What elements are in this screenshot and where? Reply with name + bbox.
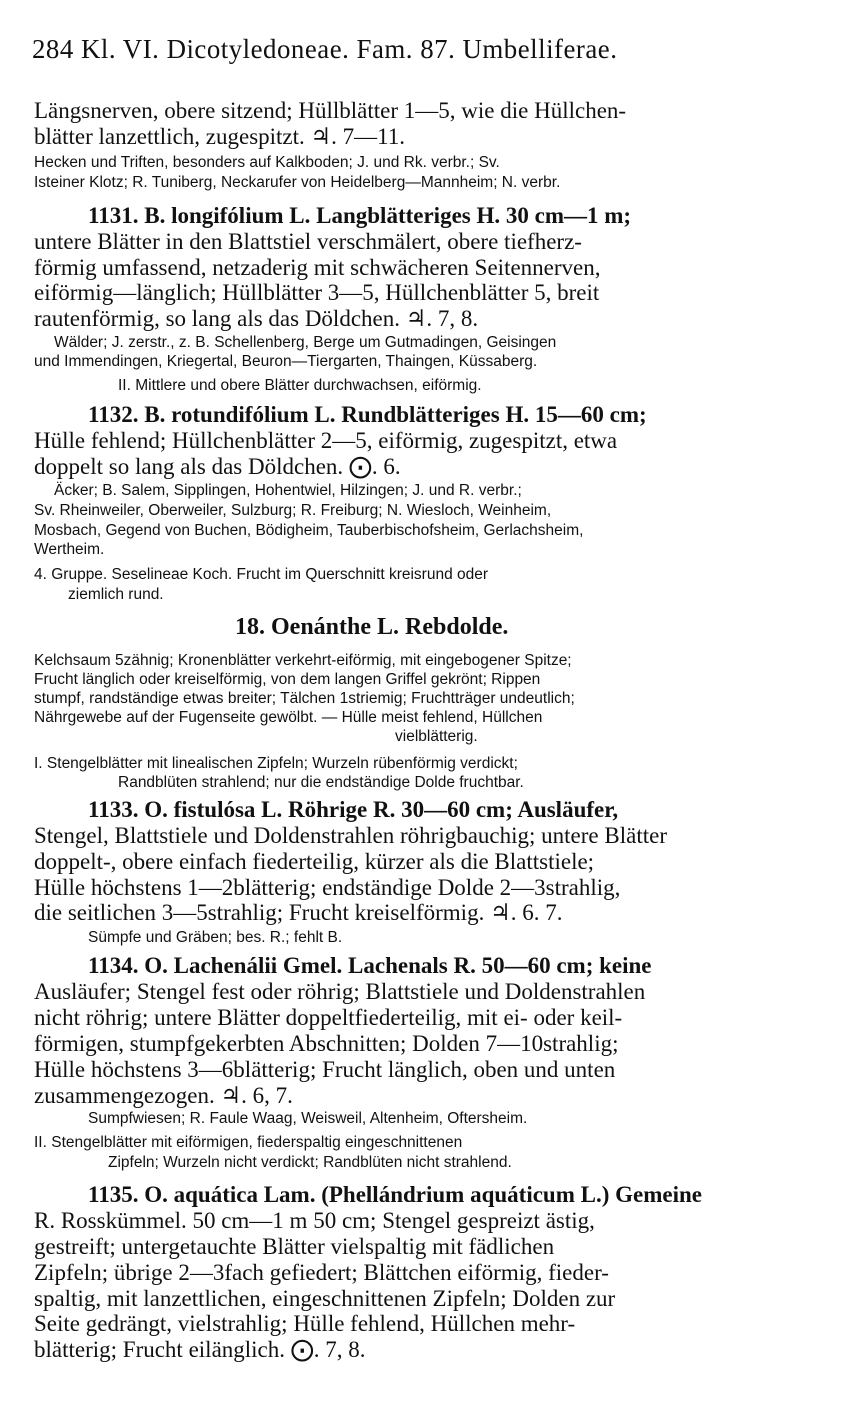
- text-line: R. Rosskümmel. 50 cm—1 m 50 cm; Stengel gespreizt ästig,: [34, 1208, 595, 1233]
- text-line: Hülle höchstens 3—6blätterig; Frucht länglich, oben und unten: [34, 1057, 616, 1082]
- locality-line: Sumpfwiesen; R. Faule Waag, Weisweil, Altenheim, Oftersheim.: [88, 1110, 528, 1127]
- subgroup-line: I. Stengelblätter mit linealischen Zipfeln; Wurzeln rübenförmig verdickt;: [34, 755, 518, 772]
- text-line: Seite gedrängt, vielstrahlig; Hülle fehlend, Hüllchen mehr-: [34, 1311, 576, 1336]
- locality-line: Isteiner Klotz; R. Tuniberg, Neckarufer von Heidelberg—Mannheim; N. verbr.: [34, 174, 561, 191]
- genus-description-line: Nährgewebe auf der Fugenseite gewölbt. — Hülle meist fehlend, Hüllchen: [34, 709, 543, 726]
- text-line: Längsnerven, obere sitzend; Hüllblätter 1—5, wie die Hüllchen-: [34, 98, 627, 123]
- text-line: blätterig; Frucht eilänglich. ⨀. 7, 8.: [34, 1337, 366, 1362]
- genus-description-line: vielblätterig.: [395, 728, 478, 745]
- locality-line: Sv. Rheinweiler, Oberweiler, Sulzburg; R. Freiburg; N. Wiesloch, Weinheim,: [34, 502, 552, 519]
- species-heading-1133: 1133. O. fistulósa L. Röhrige R. 30—60 cm; Ausläufer,: [88, 797, 619, 822]
- text-line: doppelt-, obere einfach fiederteilig, kürzer als die Blattstiele;: [34, 849, 595, 874]
- page-header: 284 Kl. VI. Dicotyledoneae. Fam. 87. Umbelliferae.: [32, 34, 618, 64]
- locality-line: und Immendingen, Kriegertal, Beuron—Tiergarten, Thaingen, Küssaberg.: [34, 353, 538, 370]
- subgroup-line: II. Stengelblätter mit eiförmigen, fiederspaltig eingeschnittenen: [34, 1134, 463, 1151]
- text-line: gestreift; untergetauchte Blätter vielspaltig mit fädlichen: [34, 1234, 555, 1259]
- text-line: Stengel, Blattstiele und Doldenstrahlen röhrigbauchig; untere Blätter: [34, 823, 667, 848]
- subgroup-line: II. Mittlere und obere Blätter durchwachsen, eiförmig.: [118, 377, 482, 394]
- text-line: Hülle höchstens 1—2blätterig; endständige Dolde 2—3strahlig,: [34, 875, 621, 900]
- text-line: zusammengezogen. ♃. 6, 7.: [34, 1083, 293, 1108]
- species-heading-1131: 1131. B. longifólium L. Langblätteriges H. 30 cm—1 m;: [88, 203, 632, 228]
- locality-line: Sümpfe und Gräben; bes. R.; fehlt B.: [88, 929, 343, 946]
- text-line: Hülle fehlend; Hüllchenblätter 2—5, eiförmig, zugespitzt, etwa: [34, 428, 618, 453]
- text-line: doppelt so lang als das Döldchen. ⨀. 6.: [34, 454, 401, 479]
- text-line: förmig umfassend, netzaderig mit schwächeren Seitennerven,: [34, 255, 601, 280]
- text-line: eiförmig—länglich; Hüllblätter 3—5, Hüllchenblätter 5, breit: [34, 280, 600, 305]
- text-line: förmigen, stumpfgekerbten Abschnitten; Dolden 7—10strahlig;: [34, 1031, 619, 1056]
- species-heading-1135: 1135. O. aquática Lam. (Phellándrium aquáticum L.) Gemeine: [88, 1182, 702, 1207]
- genus-description-line: Kelchsaum 5zähnig; Kronenblätter verkehrt-eiförmig, mit eingebogener Spitze;: [34, 652, 572, 669]
- text-line: nicht röhrig; untere Blätter doppeltfiederteilig, mit ei- oder keil-: [34, 1005, 623, 1030]
- locality-line: Wälder; J. zerstr., z. B. Schellenberg, Berge um Gutmadingen, Geisingen: [54, 334, 557, 351]
- text-line: Ausläufer; Stengel fest oder röhrig; Blattstiele und Doldenstrahlen: [34, 979, 646, 1004]
- text-line: rautenförmig, so lang als das Döldchen. ♃. 7, 8.: [34, 306, 479, 331]
- species-heading-1134: 1134. O. Lachenálii Gmel. Lachenals R. 50—60 cm; keine: [88, 953, 652, 978]
- locality-line: Mosbach, Gegend von Buchen, Bödigheim, Tauberbischofsheim, Gerlachsheim,: [34, 522, 584, 539]
- text-line: blätter lanzettlich, zugespitzt. ♃. 7—11.: [34, 124, 406, 149]
- group-line: 4. Gruppe. Seselineae Koch. Frucht im Querschnitt kreisrund oder: [34, 566, 489, 583]
- genus-description-line: Frucht länglich oder kreiselförmig, von dem langen Griffel gekrönt; Rippen: [34, 671, 541, 688]
- species-heading-1132: 1132. B. rotundifólium L. Rundblätteriges H. 15—60 cm;: [88, 402, 647, 427]
- text-line: die seitlichen 3—5strahlig; Frucht kreiselförmig. ♃. 6. 7.: [34, 900, 563, 925]
- genus-description-line: stumpf, randständige etwas breiter; Tälchen 1striemig; Fruchtträger undeutlich;: [34, 690, 575, 707]
- locality-line: Wertheim.: [34, 541, 105, 558]
- genus-heading: 18. Oenánthe L. Rebdolde.: [235, 614, 509, 640]
- text-line: untere Blätter in den Blattstiel verschmälert, obere tiefherz-: [34, 229, 582, 254]
- locality-line: Äcker; B. Salem, Sipplingen, Hohentwiel, Hilzingen; J. und R. verbr.;: [54, 482, 522, 499]
- locality-line: Hecken und Triften, besonders auf Kalkboden; J. und Rk. verbr.; Sv.: [34, 154, 500, 171]
- text-line: spaltig, mit lanzettlichen, eingeschnittenen Zipfeln; Dolden zur: [34, 1286, 616, 1311]
- subgroup-line: Randblüten strahlend; nur die endständige Dolde fruchtbar.: [118, 774, 524, 791]
- subgroup-line: Zipfeln; Wurzeln nicht verdickt; Randblüten nicht strahlend.: [108, 1154, 512, 1171]
- group-line: ziemlich rund.: [68, 586, 164, 603]
- text-line: Zipfeln; übrige 2—3fach gefiedert; Blättchen eiförmig, fieder-: [34, 1260, 609, 1285]
